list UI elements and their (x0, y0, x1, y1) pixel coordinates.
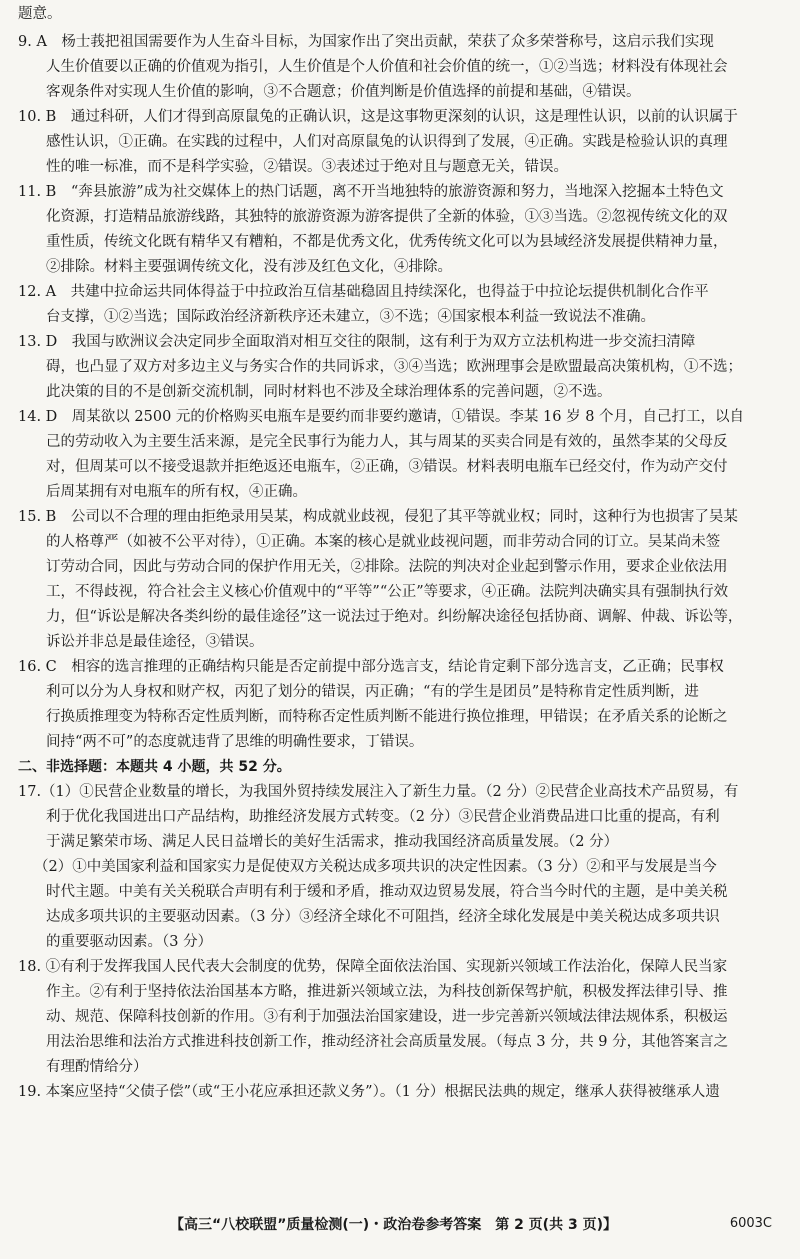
text-line: 订劳动合同，因此与劳动合同的保护作用无关，②排除。法院的判决对企业起到警示作用，要求企业依法用 (46, 559, 728, 575)
text-line: 行换质推理变为特称否定性质判断，而特称否定性质判断不能进行换位推理，甲错误；在矛盾关系的论断之 (46, 709, 728, 725)
text-line: 此决策的目的不是创新交流机制，同时材料也不涉及全球治理体系的完善问题，②不选。 (46, 384, 612, 400)
text-line: 利于优化我国进出口产品结构，助推经济发展方式转变。（2 分）③民营企业消费品进口比重的提高，有利 (46, 809, 720, 825)
text-line: 化资源，打造精品旅游线路，其独特的旅游资源为游客提供了全新的体验，①③当选。②忽视传统文化的双 (46, 209, 728, 225)
page-footer (0, 1214, 800, 1238)
text-line: 达成多项共识的主要驱动因素。（3 分）③经济全球化不可阻挡，经济全球化发展是中美关税达成多项共识 (46, 909, 720, 925)
text-line: 的重要驱动因素。（3 分） (46, 934, 213, 950)
answer-9-line: 9. A 杨士莪把祖国需要作为人生奋斗目标，为国家作出了突出贡献，荣获了众多荣誉称号，这启示我们实现 (18, 34, 714, 50)
answer-12-line: 12. A 共建中拉命运共同体得益于中拉政治互信基础稳固且持续深化，也得益于中拉论坛提供机制化合作平 (18, 284, 709, 300)
text-line: （2）①中美国家利益和国家实力是促使双方关税达成多项共识的决定性因素。（3 分）②和平与发展是当今 (34, 859, 717, 875)
text-line: 性的唯一标准，而不是科学实验，②错误。③表述过于绝对且与题意无关，错误。 (46, 159, 568, 175)
section-heading: 二、非选择题：本题共 4 小题，共 52 分。 (18, 759, 291, 775)
text-line: 利可以分为人身权和财产权，丙犯了划分的错误，丙正确；“有的学生是团员”是特称肯定性质判断，进 (46, 684, 699, 700)
text-line: 力，但“诉讼是解决各类纠纷的最佳途径”这一说法过于绝对。纠纷解决途径包括协商、调解、仲裁、诉讼等， (46, 609, 743, 625)
text-line: 用法治思维和法治方式推进科技创新工作，推动经济社会高质量发展。（每点 3 分，共 9 分，其他答案言之 (46, 1034, 729, 1050)
answer-19-line: 19. 本案应坚持“父债子偿”（或“王小花应承担还款义务”）。（1 分）根据民法典的规定，继承人获得被继承人遗 (18, 1084, 720, 1100)
answer-17-line: 17.（1）①民营企业数量的增长，为我国外贸持续发展注入了新生力量。（2 分）②民营企业高技术产品贸易，有 (18, 784, 739, 800)
text-line: 对，但周某可以不接受退款并拒绝返还电瓶车，②正确，③错误。材料表明电瓶车已经交付，作为动产交付 (46, 459, 728, 475)
answer-13-line: 13. D 我国与欧洲议会决定同步全面取消对相互交往的限制，这有利于为双方立法机构进一步交流扫清障 (18, 334, 696, 350)
text-line: 作主。②有利于坚持依法治国基本方略，推进新兴领域立法，为科技创新保驾护航，积极发挥法律引导、推 (46, 984, 728, 1000)
text-line: ②排除。材料主要强调传统文化，没有涉及红色文化，④排除。 (46, 259, 452, 275)
text-line: 诉讼并非总是最佳途径，③错误。 (46, 634, 264, 650)
text-line: 己的劳动收入为主要生活来源，是完全民事行为能力人，其与周某的买卖合同是有效的，虽然李某的父母反 (46, 434, 728, 450)
answer-15-line: 15. B 公司以不合理的理由拒绝录用吴某，构成就业歧视，侵犯了其平等就业权；同时，这种行为也损害了吴某 (18, 509, 738, 525)
answer-14-line: 14. D 周某欲以 2500 元的价格购买电瓶车是要约而非要约邀请，①错误。李某 16 岁 8 个月，自己打工，以自 (18, 409, 745, 425)
answer-16-line: 16. C 相容的选言推理的正确结构只能是否定前提中部分选言支，结论肯定剩下部分选言支，乙正确；民事权 (18, 659, 724, 675)
text-line: 工，不得歧视，符合社会主义核心价值观中的“平等”“公正”等要求，④正确。法院判决确实具有强制执行效 (46, 584, 729, 600)
text-line: 时代主题。中美有关关税联合声明有利于缓和矛盾，推动双边贸易发展，符合当今时代的主题，是中美关税 (46, 884, 728, 900)
text-line: 碍，也凸显了双方对多边主义与务实合作的共同诉求，③④当选；欧洲理事会是欧盟最高决策机构，①不选； (46, 359, 742, 375)
text-line: 的人格尊严（如被不公平对待），①正确。本案的核心是就业歧视问题，而非劳动合同的订立。吴某尚未签 (46, 534, 721, 550)
text-line: 间持“两不可”的态度就违背了思维的明确性要求，丁错误。 (46, 734, 424, 750)
text-line: 客观条件对实现人生价值的影响，③不合题意；价值判断是价值选择的前提和基础，④错误。 (46, 84, 641, 100)
text-line: 后周某拥有对电瓶车的所有权，④正确。 (46, 484, 307, 500)
footer-code: 6003C (729, 1216, 772, 1231)
text-line: 台支撑，①②当选；国际政治经济新秩序还未建立，③不选；④国家根本利益一致说法不准确。 (46, 309, 655, 325)
text-line: 重性质，传统文化既有精华又有糟粕，不都是优秀文化，优秀传统文化可以为县域经济发展提供精神力量， (46, 234, 728, 250)
text-line: 有理酌情给分） (46, 1059, 148, 1075)
footer-title: 【高三“八校联盟”质量检测(一)・政治卷参考答案 第 2 页(共 3 页)】 (170, 1217, 617, 1233)
text-line: 题意。 (18, 6, 62, 22)
answer-11-line: 11. B “奔县旅游”成为社交媒体上的热门话题，离不开当地独特的旅游资源和努力，当地深入挖掘本土特色文 (18, 184, 724, 200)
text-line: 于满足繁荣市场、满足人民日益增长的美好生活需求，推动我国经济高质量发展。（2 分） (46, 834, 619, 850)
text-line: 人生价值要以正确的价值观为指引，人生价值是个人价值和社会价值的统一，①②当选；材料没有体现社会 (46, 59, 728, 75)
text-line: 感性认识，①正确。在实践的过程中，人们对高原鼠兔的认识得到了发展，④正确。实践是检验认识的真理 (46, 134, 728, 150)
answer-18-line: 18. ①有利于发挥我国人民代表大会制度的优势，保障全面依法治国、实现新兴领域工作法治化，保障人民当家 (18, 959, 728, 975)
text-line: 动、规范、保障科技创新的作用。③有利于加强法治国家建设，进一步完善新兴领域法律法规体系，积极运 (46, 1009, 728, 1025)
answer-10-line: 10. B 通过科研，人们才得到高原鼠兔的正确认识，这是这事物更深刻的认识，这是理性认识，以前的认识属于 (18, 109, 738, 125)
